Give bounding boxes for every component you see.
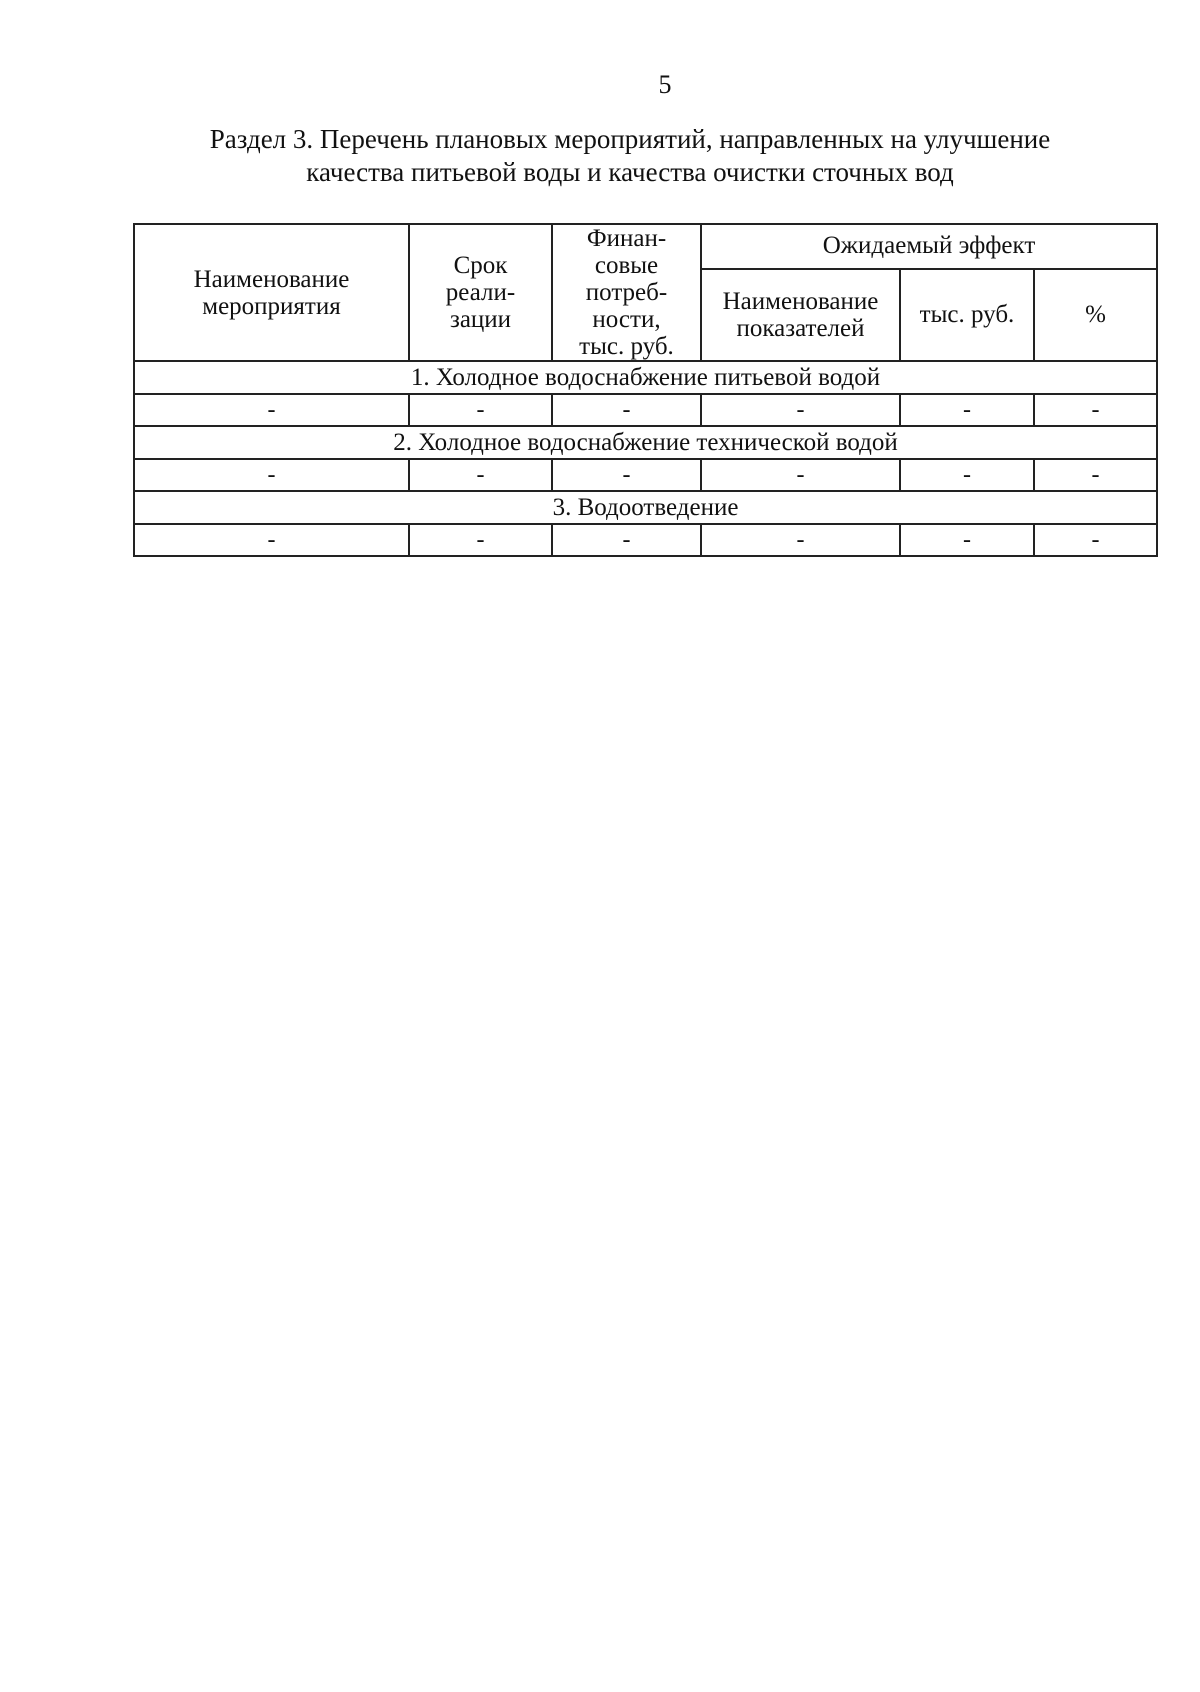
header-measure-name: Наименование мероприятия xyxy=(134,224,409,361)
section-title-line-1: Раздел 3. Перечень плановых мероприятий, направленных на улучшение xyxy=(209,124,1051,154)
table-cell: - xyxy=(1034,524,1157,556)
table-cell: - xyxy=(409,394,552,426)
section-title-line-2: качества питьевой воды и качества очистки сточных вод xyxy=(306,157,954,187)
measures-table xyxy=(133,223,1158,557)
section-heading-2: 2. Холодное водоснабжение технической водой xyxy=(134,426,1157,459)
table-row xyxy=(134,394,1157,426)
header-thousand-rub: тыс. руб. xyxy=(900,269,1034,361)
table-row xyxy=(134,459,1157,491)
table-cell: - xyxy=(1034,459,1157,491)
table-cell: - xyxy=(409,524,552,556)
table-cell: - xyxy=(134,524,409,556)
table-cell: - xyxy=(552,524,701,556)
section-title xyxy=(180,123,1080,189)
table-cell: - xyxy=(552,394,701,426)
header-finance: Финан- совые потреб- ности, тыс. руб. xyxy=(552,224,701,361)
table-cell: - xyxy=(900,459,1034,491)
table-cell: - xyxy=(1034,394,1157,426)
table-cell: - xyxy=(409,459,552,491)
section-heading-1: 1. Холодное водоснабжение питьевой водой xyxy=(134,361,1157,394)
table-cell: - xyxy=(701,394,900,426)
header-term: Срок реали- зации xyxy=(409,224,552,361)
header-expected-effect: Ожидаемый эффект xyxy=(701,224,1157,269)
header-percent: % xyxy=(1034,269,1157,361)
table-row xyxy=(134,524,1157,556)
header-indicators: Наименование показателей xyxy=(701,269,900,361)
table-cell: - xyxy=(134,394,409,426)
table-cell: - xyxy=(552,459,701,491)
table-cell: - xyxy=(900,524,1034,556)
table-cell: - xyxy=(701,524,900,556)
section-heading-3: 3. Водоотведение xyxy=(134,491,1157,524)
page-number: 5 xyxy=(658,70,672,99)
table-cell: - xyxy=(900,394,1034,426)
table-cell: - xyxy=(701,459,900,491)
table-cell: - xyxy=(134,459,409,491)
